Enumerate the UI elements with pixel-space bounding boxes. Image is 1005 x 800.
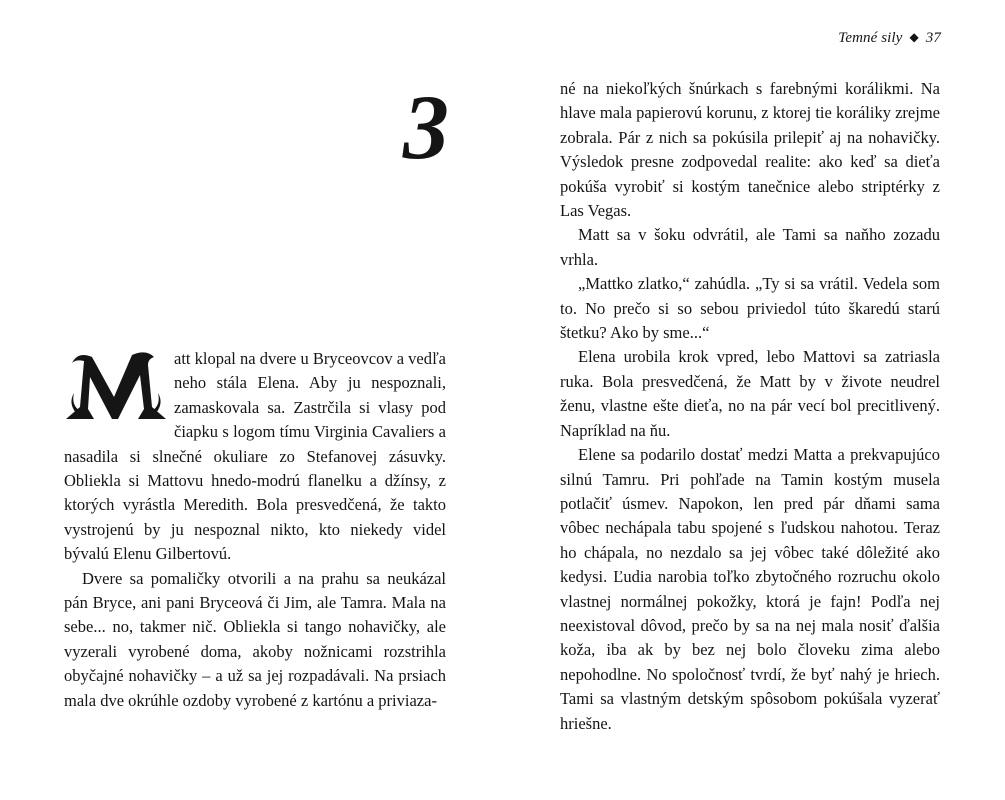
- paragraph: „Mattko zlatko,“ zahúdla. „Ty si sa vrátil. Vedela som to. No prečo si so sebou priviedol túto škaredú starú štetku? Ako by sme...“: [560, 274, 940, 343]
- drop-cap-ornament-icon: [62, 349, 170, 421]
- paragraph: [64, 347, 446, 567]
- page-number: 37: [925, 30, 941, 46]
- left-page-text: [64, 347, 446, 713]
- running-head: [838, 30, 941, 47]
- chapter-number: 3: [403, 76, 449, 178]
- paragraph-text: att klopal na dvere u Bryceovcov a vedľa neho stála Elena. Aby ju nespoznali, zamaskovala sa. Zastrčila si vlasy pod čiapku s logom tímu Virginia Cavaliers a nasadila si slnečné okuliare zo Stefanovej zásuvky. Obliekla si Mattovu hnedo-modrú flanelku a džínsy, z ktorých vyrástla Meredith. Bola presvedčená, že takto vystrojenú by ju nespoznal nikto, kto niekedy videl bývalú Elenu Gilbertovú.: [64, 349, 446, 564]
- paragraph: Matt sa v šoku odvrátil, ale Tami sa naňho zozadu vrhla.: [560, 225, 940, 269]
- paragraph: Dvere sa pomaličky otvorili a na prahu sa neukázal pán Bryce, ani pani Bryceová či Jim, ale Tamra. Mala na sebe... no, takmer nič. Obliekla si tango nohavičky, ale vyzerali vyrobené doma, akoby nožnicami rozstrihla obyčajné nohavičky – a už sa jej rozpadávali. Na prsiach mala dve okrúhle ozdoby vyrobené z kartónu a priviaza-: [64, 568, 446, 710]
- paragraph: Elena urobila krok vpred, lebo Mattovi sa zatriasla ruka. Bola presvedčená, že Matt by v živote neudrel ženu, vlastne ešte dieťa, no na pár vecí bol precitlivený. Napríklad na ňu.: [560, 347, 940, 440]
- right-page-text: [560, 77, 940, 736]
- running-head-title: Temné sily: [838, 30, 903, 46]
- diamond-separator-icon: ◆: [909, 30, 919, 44]
- paragraph: Elene sa podarilo dostať medzi Matta a prekvapujúco silnú Tamru. Pri pohľade na Tamin kostým musela potlačiť úsmev. Napokon, len pred pár dňami sama vôbec nechápala tabu spojené s ľudskou nahotou. Teraz ho chápala, no nezdalo sa jej vôbec také dôležité ako kedysi. Ľudia narobia toľko zbytočného rozruchu okolo vlastnej normálnej pokožky, ktorá je fajn! Podľa nej neexistoval dôvod, prečo by sa na nej mala nosiť ďalšia koža, iba ak by bez nej bolo človeku zima alebo nepohodlne. No spoločnosť tvrdí, že byť nahý je hriech. Tami sa vlastným detským spôsobom pokúšala vyzerať hriešne.: [560, 445, 940, 733]
- paragraph: né na niekoľkých šnúrkach s farebnými korálikmi. Na hlave mala papierovú korunu, z ktorej tie koráliky zrejme zobrala. Pár z nich sa pokúsila prilepiť aj na nohavičky. Výsledok presne zodpovedal realite: ako keď sa dieťa pokúša vyrobiť si kostým tanečnice alebo striptérky z Las Vegas.: [560, 79, 940, 221]
- drop-cap: [62, 349, 170, 421]
